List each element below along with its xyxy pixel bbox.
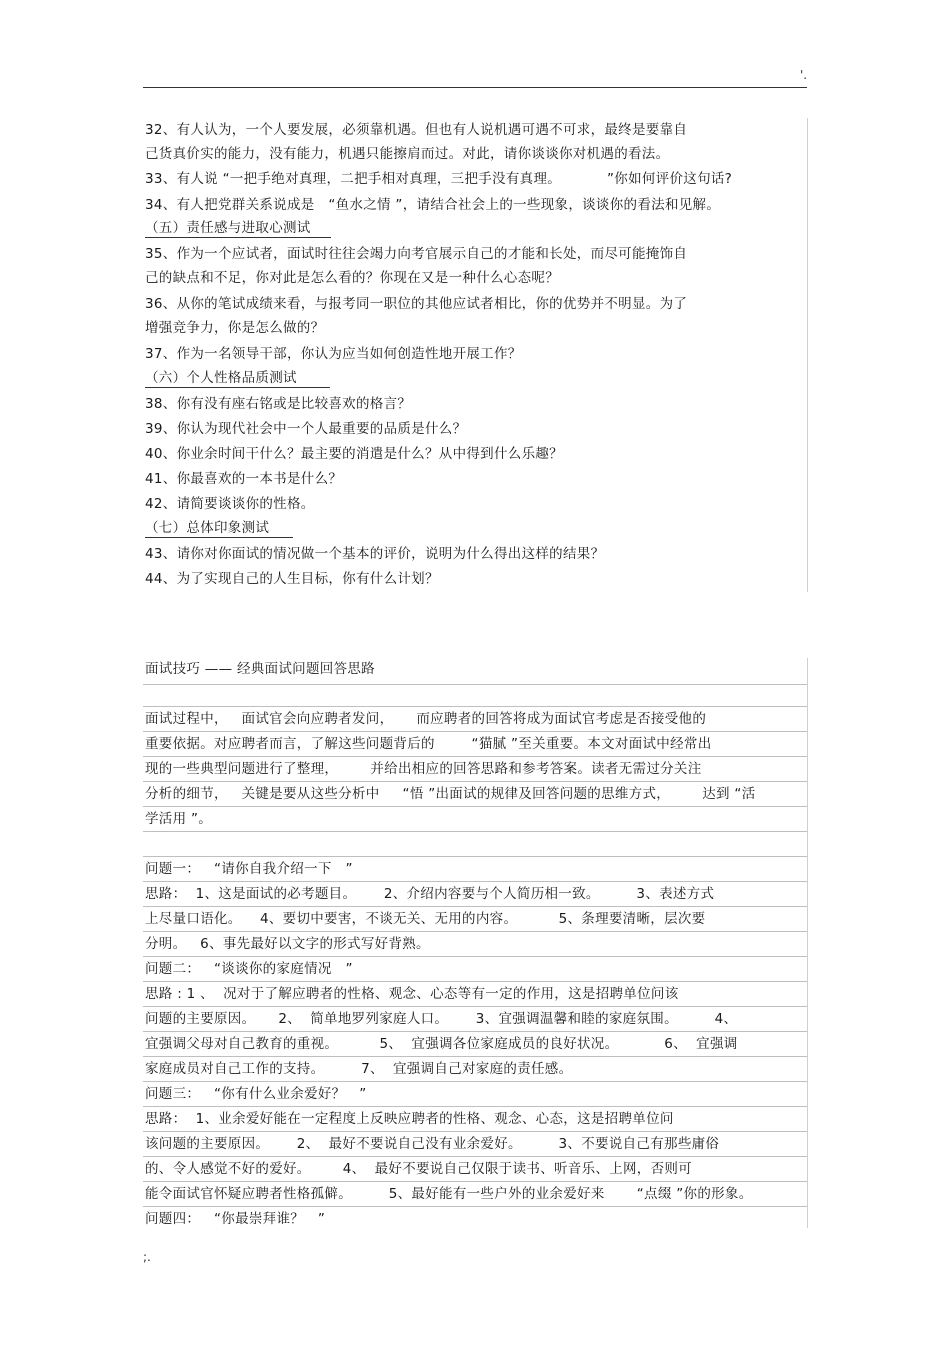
row-rule bbox=[143, 806, 807, 807]
answer-one-line3: 分明。 6、事先最好以文字的形式写好背熟。 bbox=[145, 936, 430, 952]
section2-right-border bbox=[807, 658, 808, 1228]
row-rule bbox=[143, 881, 807, 882]
question-one: 问题一： “请你自我介绍一下 ” bbox=[145, 861, 353, 877]
row-rule bbox=[143, 706, 807, 707]
question-32-line2: 己货真价实的能力，没有能力，机遇只能擦肩而过。对此，请你谈谈你对机遇的看法。 bbox=[145, 146, 670, 162]
row-rule bbox=[143, 731, 807, 732]
row-rule bbox=[143, 756, 807, 757]
row-rule bbox=[143, 831, 807, 832]
row-rule bbox=[143, 1131, 807, 1132]
question-39: 39、你认为现代社会中一个人最重要的品质是什么？ bbox=[145, 421, 467, 437]
row-rule bbox=[143, 1106, 807, 1107]
row-rule bbox=[143, 781, 807, 782]
row-rule bbox=[143, 1206, 807, 1207]
question-36-line2: 增强竞争力，你是怎么做的？ bbox=[145, 320, 325, 336]
question-two: 问题二： “谈谈你的家庭情况 ” bbox=[145, 961, 353, 977]
intro-line2: 重要依据。对应聘者而言，了解这些问题背后的 “猫腻 ”至关重要。本文对面试中经常出 bbox=[145, 736, 712, 752]
question-four: 问题四： “你最崇拜谁？ ” bbox=[145, 1211, 326, 1227]
question-41: 41、你最喜欢的一本书是什么？ bbox=[145, 471, 343, 487]
row-rule bbox=[143, 1031, 807, 1032]
intro-line4: 分析的细节， 关键是要从这些分析中 “悟 ”出面试的规律及回答问题的思维方式， 达到 “活 bbox=[145, 786, 756, 802]
row-rule bbox=[143, 856, 807, 857]
answer-three-line1: 思路： 1、业余爱好能在一定程度上反映应聘者的性格、观念、心态，这是招聘单位问 bbox=[145, 1111, 674, 1127]
question-37: 37、作为一名领导干部，你认为应当如何创造性地开展工作？ bbox=[145, 346, 522, 362]
intro-line1: 面试过程中， 面试官会向应聘者发问， 而应聘者的回答将成为面试官考虑是否接受他的 bbox=[145, 711, 707, 727]
heading-underline bbox=[145, 237, 331, 238]
row-rule bbox=[143, 931, 807, 932]
heading-underline bbox=[145, 387, 330, 388]
heading-overall: （七）总体印象测试 bbox=[145, 520, 270, 536]
answer-three-line4: 能令面试官怀疑应聘者性格孤僻。 5、最好能有一些户外的业余爱好来 “点缀 ”你的形象。 bbox=[145, 1186, 753, 1202]
header-rule bbox=[143, 87, 807, 88]
section2-title: 面试技巧 —— 经典面试问题回答思路 bbox=[145, 661, 375, 677]
answer-one-line2: 上尽量口语化。 4、要切中要害，不谈无关、无用的内容。 5、条理要清晰，层次要 bbox=[145, 911, 706, 927]
answer-three-line3: 的、令人感觉不好的爱好。 4、 最好不要说自己仅限于读书、听音乐、上网，否则可 bbox=[145, 1161, 693, 1177]
heading-responsibility: （五）责任感与进取心测试 bbox=[145, 220, 311, 236]
question-43: 43、请你对你面试的情况做一个基本的评价，说明为什么得出这样的结果？ bbox=[145, 546, 605, 562]
row-rule bbox=[143, 1181, 807, 1182]
question-36-line1: 36、从你的笔试成绩来看，与报考同一职位的其他应试者相比，你的优势并不明显。为了 bbox=[145, 296, 688, 312]
intro-line5: 学活用 ”。 bbox=[145, 811, 213, 827]
intro-line3: 现的一些典型问题进行了整理， 并给出相应的回答思路和参考答案。读者无需过分关注 bbox=[145, 761, 702, 777]
answer-two-line4: 家庭成员对自己工作的支持。 7、 宜强调自己对家庭的责任感。 bbox=[145, 1061, 573, 1077]
section1-right-border bbox=[807, 118, 808, 592]
row-rule bbox=[143, 1081, 807, 1082]
row-rule bbox=[143, 684, 807, 685]
row-rule bbox=[143, 1056, 807, 1057]
row-rule bbox=[143, 981, 807, 982]
question-34: 34、有人把党群关系说成是 “鱼水之情 ”，请结合社会上的一些现象，谈谈你的看法和见解。 bbox=[145, 197, 721, 213]
answer-two-line3: 宜强调父母对自己教育的重视。 5、 宜强调各位家庭成员的良好状况。 6、 宜强调 bbox=[145, 1036, 738, 1052]
question-33: 33、有人说 “一把手绝对真理，二把手相对真理，三把手没有真理。 ”你如何评价这句话? bbox=[145, 171, 733, 187]
row-rule bbox=[143, 956, 807, 957]
question-44: 44、为了实现自己的人生目标，你有什么计划？ bbox=[145, 571, 439, 587]
question-40: 40、你业余时间干什么？最主要的消遣是什么？从中得到什么乐趣？ bbox=[145, 446, 563, 462]
question-32-line1: 32、有人认为，一个人要发展，必须靠机遇。但也有人说机遇可遇不可求，最终是要靠自 bbox=[145, 122, 688, 138]
question-38: 38、你有没有座右铭或是比较喜欢的格言？ bbox=[145, 396, 412, 412]
row-rule bbox=[143, 1006, 807, 1007]
header-mark: '. bbox=[800, 68, 808, 82]
answer-one-line1: 思路： 1、这是面试的必考题目。 2、介绍内容要与个人简历相一致。 3、表述方式 bbox=[145, 886, 715, 902]
question-42: 42、请简要谈谈你的性格。 bbox=[145, 496, 315, 512]
answer-three-line2: 该问题的主要原因。 2、 最好不要说自己没有业余爱好。 3、不要说自己有那些庸俗 bbox=[145, 1136, 720, 1152]
footer-mark: ;. bbox=[143, 1250, 151, 1264]
heading-personality: （六）个人性格品质测试 bbox=[145, 370, 297, 386]
question-three: 问题三： “你有什么业余爱好？ ” bbox=[145, 1086, 367, 1102]
answer-two-line1: 思路 : 1 、 况对于了解应聘者的性格、观念、心态等有一定的作用，这是招聘单位问该 bbox=[145, 986, 679, 1002]
question-35-line1: 35、作为一个应试者，面试时往往会竭力向考官展示自己的才能和长处，而尽可能掩饰自 bbox=[145, 246, 688, 262]
question-35-line2: 己的缺点和不足，你对此是怎么看的？你现在又是一种什么心态呢？ bbox=[145, 270, 559, 286]
answer-two-line2: 问题的主要原因。 2、 简单地罗列家庭人口。 3、宜强调温馨和睦的家庭氛围。 4、 bbox=[145, 1011, 738, 1027]
heading-underline bbox=[145, 537, 293, 538]
row-rule bbox=[143, 906, 807, 907]
row-rule bbox=[143, 1156, 807, 1157]
